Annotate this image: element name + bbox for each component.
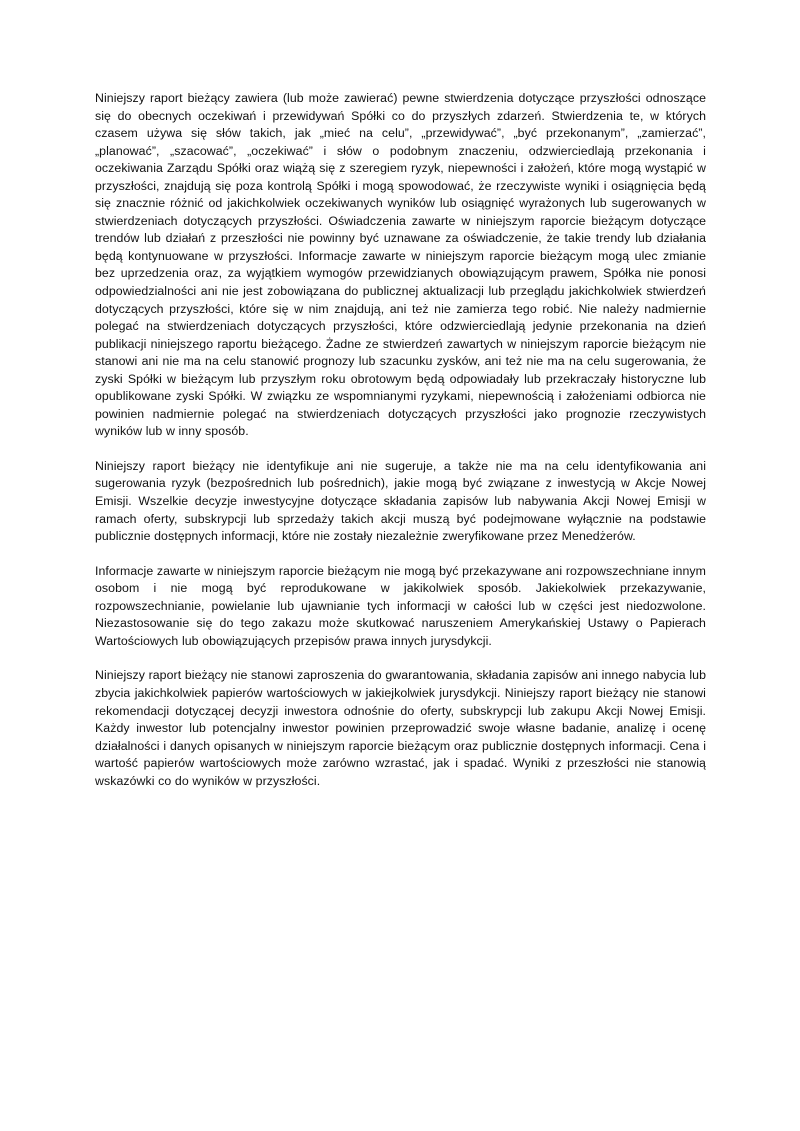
paragraph-forward-looking-statements: Niniejszy raport bieżący zawiera (lub może zawierać) pewne stwierdzenia dotyczące przyszłości odnoszące się do obecnych oczekiwań i przewidywań Spółki co do przyszłych zdarzeń. Stwierdzenia te, w których czasem używa się słów takich, jak „mieć na celu”, „przewidywać”, „być przekonanym”, „zamierzać”, „planować”, „szacować”, „oczekiwać” i słów o podobnym znaczeniu, odzwierciedlają przekonania i oczekiwania Zarządu Spółki oraz wiążą się z szeregiem ryzyk, niepewności i założeń, które mogą wystąpić w przyszłości, znajdują się poza kontrolą Spółki i mogą spowodować, że rzeczywiste wyniki i osiągnięcia będą się znacznie różnić od jakichkolwiek oczekiwanych wyników lub osiągnięć wyrażonych lub sugerowanych w stwierdzeniach dotyczących przyszłości. Oświadczenia zawarte w niniejszym raporcie bieżącym dotyczące trendów lub działań z przeszłości nie powinny być uznawane za oświadczenie, że takie trendy lub działania będą kontynuowane w przyszłości. Informacje zawarte w niniejszym raporcie bieżącym mogą ulec zmianie bez uprzedzenia oraz, za wyjątkiem wymogów przewidzianych obowiązującym prawem, Spółka nie ponosi odpowiedzialności ani nie jest zobowiązana do publicznej aktualizacji lub przeglądu jakichkolwiek stwierdzeń dotyczących przyszłości, które się w nim znajdują, ani też nie zamierza tego robić. Nie należy nadmiernie polegać na stwierdzeniach dotyczących przyszłości, które odzwierciedlają jedynie przekonania na dzień publikacji niniejszego raportu bieżącego. Żadne ze stwierdzeń zawartych w niniejszym raporcie bieżącym nie stanowi ani nie ma na celu stanowić prognozy lub szacunku zysków, ani też nie ma na celu sugerowania, że zyski Spółki w bieżącym lub przyszłym roku obrotowym będą odpowiadały lub przekraczały historyczne lub opublikowane zyski Spółki. W związku ze wspomnianymi ryzykami, niepewnością i założeniami odbiorca nie powinien nadmiernie polegać na stwierdzeniach dotyczących przyszłości jako prognozie rzeczywistych wyników lub w inny sposób. [95,91,706,439]
paragraph-no-distribution: Informacje zawarte w niniejszym raporcie bieżącym nie mogą być przekazywane ani rozpowszechniane innym osobom i nie mogą być reprodukowane w jakikolwiek sposób. Jakiekolwiek przekazywanie, rozpowszechnianie, powielanie lub ujawnianie tych informacji w całości lub w części jest niedozwolone. Niezastosowanie się do tego zakazu może skutkować naruszeniem Amerykańskiej Ustawy o Papierach Wartościowych lub obowiązujących przepisów prawa innych jurysdykcji. [95,563,706,648]
paragraph-no-offer-no-recommendation: Niniejszy raport bieżący nie stanowi zaproszenia do gwarantowania, składania zapisów ani innego nabycia lub zbycia jakichkolwiek papierów wartościowych w jakiejkolwiek jurysdykcji. Niniejszy raport bieżący nie stanowi rekomendacji dotyczącej decyzji inwestora odnośnie do oferty, subskrypcji lub zakupu Akcji Nowej Emisji. Każdy inwestor lub potencjalny inwestor powinien przeprowadzić swoje własne badanie, analizę i ocenę działalności i danych opisanych w niniejszym raporcie bieżącym oraz publicznie dostępnych informacji. Cena i wartość papierów wartościowych może zarówno wzrastać, jak i spadać. Wyniki z przeszłości nie stanowią wskazówki co do wyników w przyszłości. [95,668,706,788]
document-text-body [95,90,706,790]
paragraph-no-risk-identification: Niniejszy raport bieżący nie identyfikuje ani nie sugeruje, a także nie ma na celu identyfikowania ani sugerowania ryzyk (bezpośrednich lub pośrednich), jakie mogą być związane z inwestycją w Akcje Nowej Emisji. Wszelkie decyzje inwestycyjne dotyczące składania zapisów lub nabywania Akcji Nowej Emisji w ramach oferty, subskrypcji lub sprzedaży takich akcji muszą być podejmowane wyłącznie na podstawie publicznie dostępnych informacji, które nie zostały niezależnie zweryfikowane przez Menedżerów. [95,458,706,544]
